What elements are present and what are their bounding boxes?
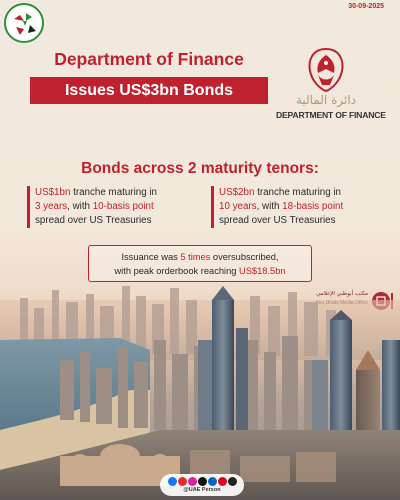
tranche-spread: 10-basis point: [92, 201, 154, 212]
social-media-bar: [160, 474, 244, 496]
city-skyline-image: [0, 280, 400, 500]
tranche-spread: 18-basis point: [282, 201, 344, 212]
page-title: Department of Finance: [54, 49, 244, 69]
tranche-amount: US$1bn: [35, 187, 71, 198]
tranche-text: spread over US Treasuries: [219, 215, 336, 226]
issuance-text: Issuance was: [121, 252, 181, 262]
social-handle: @UAE Person: [183, 487, 221, 493]
tranche-text: tranche maturing in: [70, 187, 157, 198]
youtube-icon[interactable]: [178, 477, 187, 486]
tranche-text: spread over US Treasuries: [35, 215, 152, 226]
linkedin-icon[interactable]: [208, 477, 217, 486]
falcon-emblem-icon: [300, 47, 352, 93]
peak-orderbook-value: US$18.5bn: [239, 266, 286, 276]
brand-logo: [4, 3, 44, 43]
media-office-name-arabic: مكتب أبوظبي الإعلامي: [316, 291, 368, 297]
issuance-text: with peak orderbook reaching: [114, 266, 240, 276]
threads-icon[interactable]: [228, 477, 237, 486]
tranche-text: , with: [256, 201, 283, 212]
tranche-tenor: 3 years: [35, 201, 68, 212]
department-name-english: DEPARTMENT OF FINANCE: [276, 110, 386, 120]
tranche-card-1: [27, 186, 177, 228]
tranche-text: , with: [67, 201, 93, 212]
department-name-arabic: دائرة المالية: [295, 93, 357, 107]
instagram-icon[interactable]: [188, 477, 197, 486]
x-icon[interactable]: [198, 477, 207, 486]
title-banner: Issues US$3bn Bonds: [30, 77, 268, 104]
issuance-box: [88, 245, 312, 282]
tranche-amount: US$2bn: [219, 187, 255, 198]
tranche-text: tranche maturing in: [254, 187, 341, 198]
pinterest-icon[interactable]: [218, 477, 227, 486]
tranche-tenor: 10 years: [219, 201, 257, 212]
publish-date: 30-09-2025: [348, 3, 384, 10]
issuance-text: oversubscribed,: [210, 252, 279, 262]
tenors-heading: Bonds across 2 maturity tenors:: [81, 160, 319, 177]
oversubscription-value: 5 times: [180, 252, 211, 262]
tranche-card-2: [211, 186, 361, 228]
facebook-icon[interactable]: [168, 477, 177, 486]
flying-figures-icon: [6, 5, 46, 45]
